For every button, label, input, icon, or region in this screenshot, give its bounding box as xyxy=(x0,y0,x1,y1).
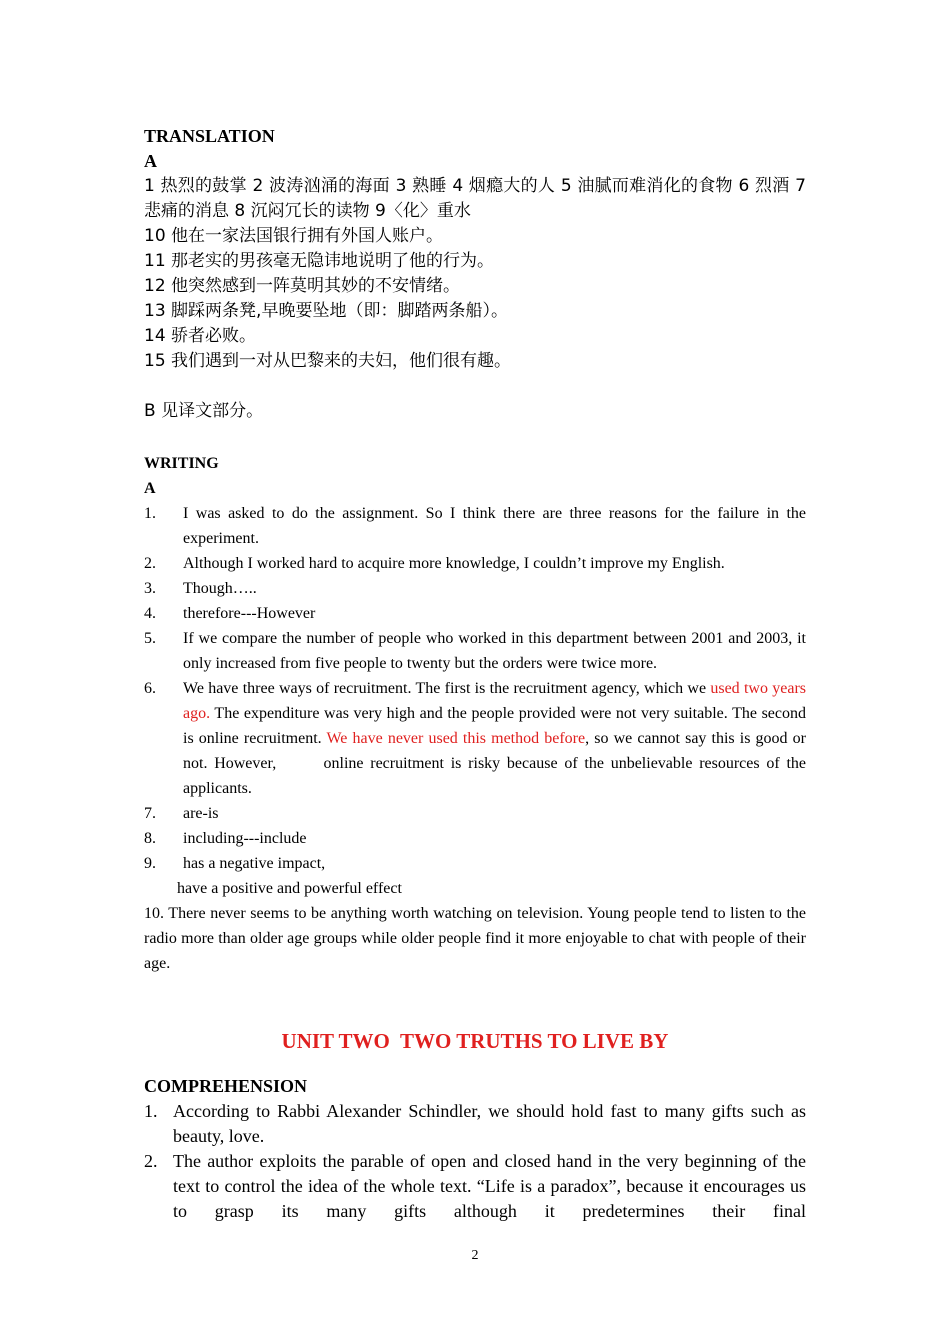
comprehension-item xyxy=(144,1149,806,1224)
item-text: The author exploits the parable of open and closed hand in the very beginning of the text to control the idea of the whole text. “Life is a paradox”, because it encourages us to grasp its many gifts although it predetermines their final xyxy=(173,1151,806,1221)
item-text: According to Rabbi Alexander Schindler, we should hold fast to many gifts such as beauty, love. xyxy=(173,1101,806,1146)
spacer xyxy=(144,424,806,449)
item-number: 3. xyxy=(144,580,156,597)
writing-heading: WRITING xyxy=(144,455,219,472)
highlighted-text: used two years ago. xyxy=(183,680,806,722)
item-text: are-is xyxy=(183,805,219,822)
translation-heading: TRANSLATION xyxy=(144,126,275,146)
item-text: including---include xyxy=(183,830,307,847)
writing-section-a: A xyxy=(144,480,156,497)
translation-line: 12 他突然感到一阵莫明其妙的不安情绪。 xyxy=(144,276,461,296)
item-number: 1. xyxy=(144,1101,158,1121)
item-text: has a negative impact, xyxy=(183,855,326,872)
item-number: 8. xyxy=(144,830,156,847)
highlighted-text: We have never used this method before xyxy=(326,730,586,747)
item-text: , so we cannot say this is good or not. However, online recruitment is risky because of the unbelievable resources of the applicants. xyxy=(183,730,810,797)
comprehension-heading: COMPREHENSION xyxy=(144,1076,308,1096)
item-number: 6. xyxy=(144,680,156,697)
item-text: Though….. xyxy=(183,580,257,597)
writing-item xyxy=(144,826,806,851)
unit-title: UNIT TWO TWO TRUTHS TO LIVE BY xyxy=(281,1029,669,1053)
item-number: 1. xyxy=(144,505,156,522)
writing-item xyxy=(144,801,806,826)
item-continuation: have a positive and powerful effect xyxy=(177,880,402,897)
translation-line: 10 他在一家法国银行拥有外国人账户。 xyxy=(144,226,444,246)
item-number: 9. xyxy=(144,855,156,872)
item-number: 7. xyxy=(144,805,156,822)
writing-item-10: 10. There never seems to be anything worth watching on television. Young people tend to listen to the radio more than older age groups while older people find it more enjoyable to chat with people of their age. xyxy=(144,905,806,972)
item-text: If we compare the number of people who worked in this department between 2001 and 2003, it only increased from five people to twenty but the orders were twice more. xyxy=(183,630,806,672)
writing-item xyxy=(144,851,806,876)
document-page xyxy=(144,124,810,1224)
item-text: therefore---However xyxy=(183,605,316,622)
item-text: We have three ways of recruitment. The first is the recruitment agency, which we xyxy=(183,680,711,697)
writing-item xyxy=(144,676,810,801)
item-number: 2. xyxy=(144,555,156,572)
writing-item xyxy=(144,551,806,576)
item-text: Although I worked hard to acquire more knowledge, I couldn’t improve my English. xyxy=(183,555,725,572)
writing-list xyxy=(144,501,810,876)
writing-item xyxy=(144,576,806,601)
translation-line: 11 那老实的男孩毫无隐讳地说明了他的行为。 xyxy=(144,251,495,271)
item-text: I was asked to do the assignment. So I think there are three reasons for the failure in the experiment. xyxy=(183,505,806,547)
spacer xyxy=(144,374,806,399)
writing-item xyxy=(144,601,806,626)
writing-item xyxy=(144,626,806,676)
page-number: 2 xyxy=(471,1248,479,1263)
translation-line: 13 脚踩两条凳,早晚要坠地（即：脚踏两条船）。 xyxy=(144,301,508,321)
item-number: 4. xyxy=(144,605,156,622)
item-number: 2. xyxy=(144,1151,158,1171)
translation-section-a: A xyxy=(144,151,157,171)
translation-line: 14 骄者必败。 xyxy=(144,326,257,346)
comprehension-item xyxy=(144,1099,806,1149)
writing-item xyxy=(144,501,806,551)
item-number: 5. xyxy=(144,630,156,647)
translation-section-b: B 见译文部分。 xyxy=(144,401,264,421)
item-text: The expenditure was very high and the people provided were not very suitable. The second is online recruitment. xyxy=(183,705,806,747)
comprehension-list xyxy=(144,1099,806,1224)
translation-line: 15 我们遇到一对从巴黎来的夫妇，他们很有趣。 xyxy=(144,351,512,371)
translation-line: 1 热烈的鼓掌 2 波涛汹涌的海面 3 熟睡 4 烟瘾大的人 5 油腻而难消化的食物 6 烈酒 7 悲痛的消息 8 沉闷冗长的读物 9〈化〉重水 xyxy=(144,176,806,221)
